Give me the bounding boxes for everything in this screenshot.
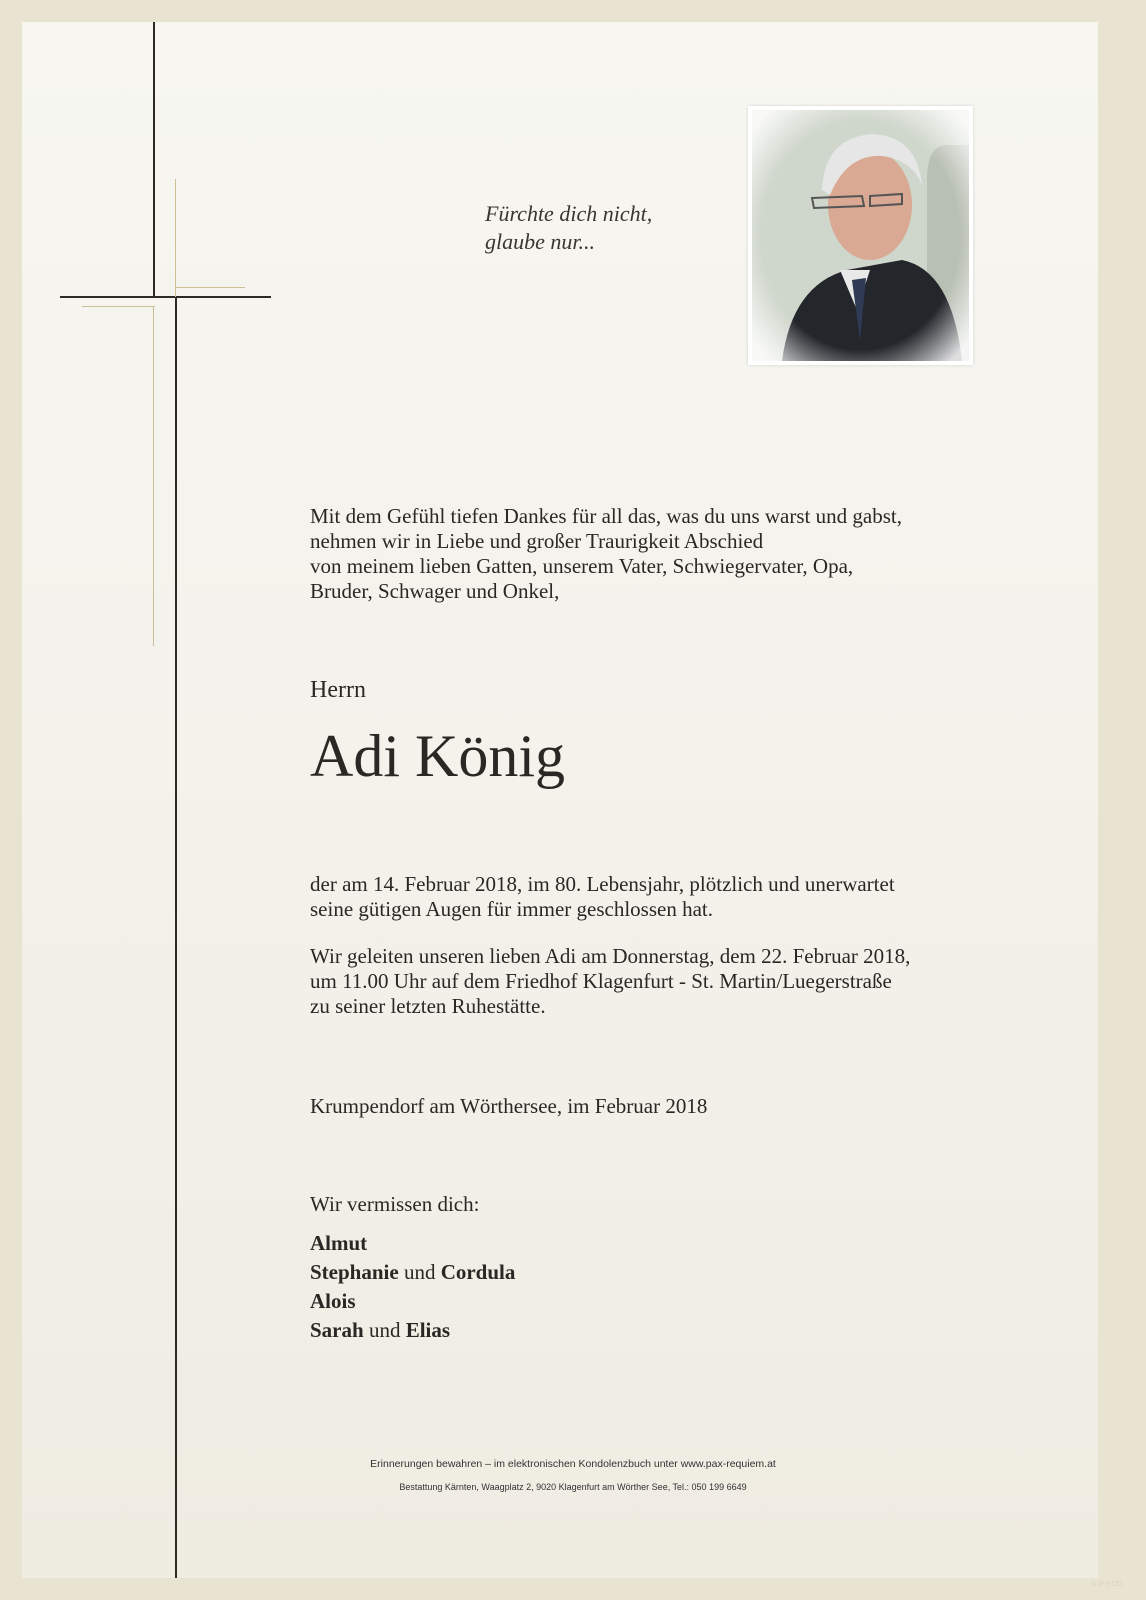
cross-line-vertical-bottom	[175, 297, 177, 1578]
funeral-line: um 11.00 Uhr auf dem Friedhof Klagenfurt - St. Martin/Luegerstraße	[310, 969, 892, 993]
motto-quote	[485, 200, 652, 256]
funeral-line: zu seiner letzten Ruhestätte.	[310, 994, 546, 1018]
motto-line: Fürchte dich nicht,	[485, 201, 653, 226]
intro-text	[310, 504, 990, 604]
cross-gold-line-vertical-top	[175, 179, 176, 297]
intro-line: von meinem lieben Gatten, unserem Vater, Schwiegervater, Opa,	[310, 554, 854, 578]
family-line	[310, 1229, 515, 1258]
funeral-info	[310, 944, 910, 1019]
family-member: Almut	[310, 1231, 368, 1255]
motto-line: glaube nur...	[485, 229, 595, 254]
intro-line: nehmen wir in Liebe und großer Traurigkeit Abschied	[310, 529, 764, 553]
obituary-page	[22, 22, 1098, 1578]
death-notice	[310, 872, 895, 922]
family-line	[310, 1316, 515, 1345]
portrait-image	[752, 110, 969, 361]
salutation: Herrn	[310, 677, 366, 703]
deceased-name: Adi König	[310, 723, 565, 789]
family-and: und	[363, 1318, 406, 1342]
cross-line-horizontal	[60, 296, 271, 298]
family-line	[310, 1287, 515, 1316]
family-list	[310, 1229, 515, 1345]
place-date: Krumpendorf am Wörthersee, im Februar 2018	[310, 1094, 708, 1118]
intro-line: Mit dem Gefühl tiefen Dankes für all das, was du uns warst und gabst,	[310, 504, 902, 528]
cross-gold-line-horizontal-left	[82, 306, 155, 307]
miss-heading: Wir vermissen dich:	[310, 1192, 480, 1216]
family-line	[310, 1258, 515, 1287]
form-code: © IP 9120	[1090, 1581, 1122, 1588]
family-member: Alois	[310, 1289, 356, 1313]
family-member: Elias	[405, 1318, 451, 1342]
death-line: der am 14. Februar 2018, im 80. Lebensjahr, plötzlich und unerwartet	[310, 872, 895, 896]
cross-gold-line-horizontal-right	[175, 287, 245, 288]
footer-condolence-line: Erinnerungen bewahren – im elektronischen Kondolenzbuch unter www.pax-requiem.at	[370, 1458, 776, 1470]
family-member: Sarah	[310, 1318, 364, 1342]
family-member: Stephanie	[310, 1260, 399, 1284]
death-line: seine gütigen Augen für immer geschlossen hat.	[310, 897, 713, 921]
cross-line-vertical-top	[153, 22, 155, 297]
funeral-line: Wir geleiten unseren lieben Adi am Donnerstag, dem 22. Februar 2018,	[310, 944, 911, 968]
intro-line: Bruder, Schwager und Onkel,	[310, 579, 560, 603]
footer-address-line: Bestattung Kärnten, Waagplatz 2, 9020 Klagenfurt am Wörther See, Tel.: 050 199 6649	[399, 1482, 747, 1492]
cross-gold-line-vertical-bottom	[153, 306, 154, 646]
family-and: und	[398, 1260, 441, 1284]
portrait-photo	[748, 106, 973, 365]
family-member: Cordula	[440, 1260, 516, 1284]
